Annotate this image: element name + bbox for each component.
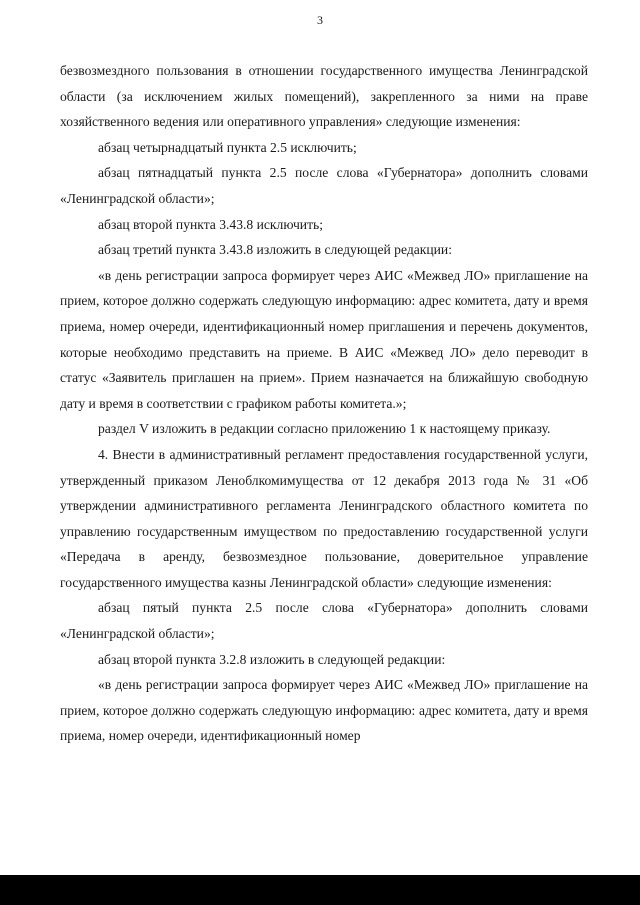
paragraph: абзац второй пункта 3.43.8 исключить; xyxy=(98,216,323,232)
paragraph: абзац пятый пункта 2.5 после слова «Губернатора» дополнить словами «Ленинградской области»; xyxy=(60,600,588,642)
paragraph: безвозмездного пользования в отношении государственного имущества Ленинградской области (за исключением жилых помещений), закрепленного за ними на праве хозяйственного ведения или оперативного управления» следующие изменения: xyxy=(60,63,588,130)
paragraph: «в день регистрации запроса формирует через АИС «Межвед ЛО» приглашение на прием, которое должно содержать следующую информацию: адрес комитета, дату и время приема, номер очереди, идентификационный номер приглашения и перечень документов, которые необходимо представить на приеме. В АИС «Межвед ЛО» дело переводит в статус «Заявитель приглашен на прием». Прием назначается на ближайшую свободную дату и время в соответствии с графиком работы комитета.»; xyxy=(60,267,588,411)
paragraph: абзац третий пункта 3.43.8 изложить в следующей редакции: xyxy=(98,242,452,258)
document-body xyxy=(60,58,588,749)
paragraph: «в день регистрации запроса формирует через АИС «Межвед ЛО» приглашение на прием, которое должно содержать следующую информацию: адрес комитета, дату и время приема, номер очереди, идентификационный номер xyxy=(60,677,588,744)
paragraph: 4. Внести в административный регламент предоставления государственной услуги, утвержденный приказом Леноблкомимущества от 12 декабря 2013 года № 31 «Об утверждении административного регламента Ленинградского областного комитета по управлению государственным имуществом по предоставлению государственной услуги «Передача в аренду, безвозмездное пользование, доверительное управление государственного имущества казны Ленинградской области» следующие изменения: xyxy=(60,446,588,590)
scan-bottom-edge xyxy=(0,875,640,905)
paragraph: абзац четырнадцатый пункта 2.5 исключить; xyxy=(98,139,357,155)
paragraph: абзац второй пункта 3.2.8 изложить в следующей редакции: xyxy=(98,651,446,667)
page-number: 3 xyxy=(317,13,323,27)
paragraph: раздел V изложить в редакции согласно приложению 1 к настоящему приказу. xyxy=(98,421,551,437)
paragraph: абзац пятнадцатый пункта 2.5 после слова «Губернатора» дополнить словами «Ленинградской области»; xyxy=(60,165,588,206)
